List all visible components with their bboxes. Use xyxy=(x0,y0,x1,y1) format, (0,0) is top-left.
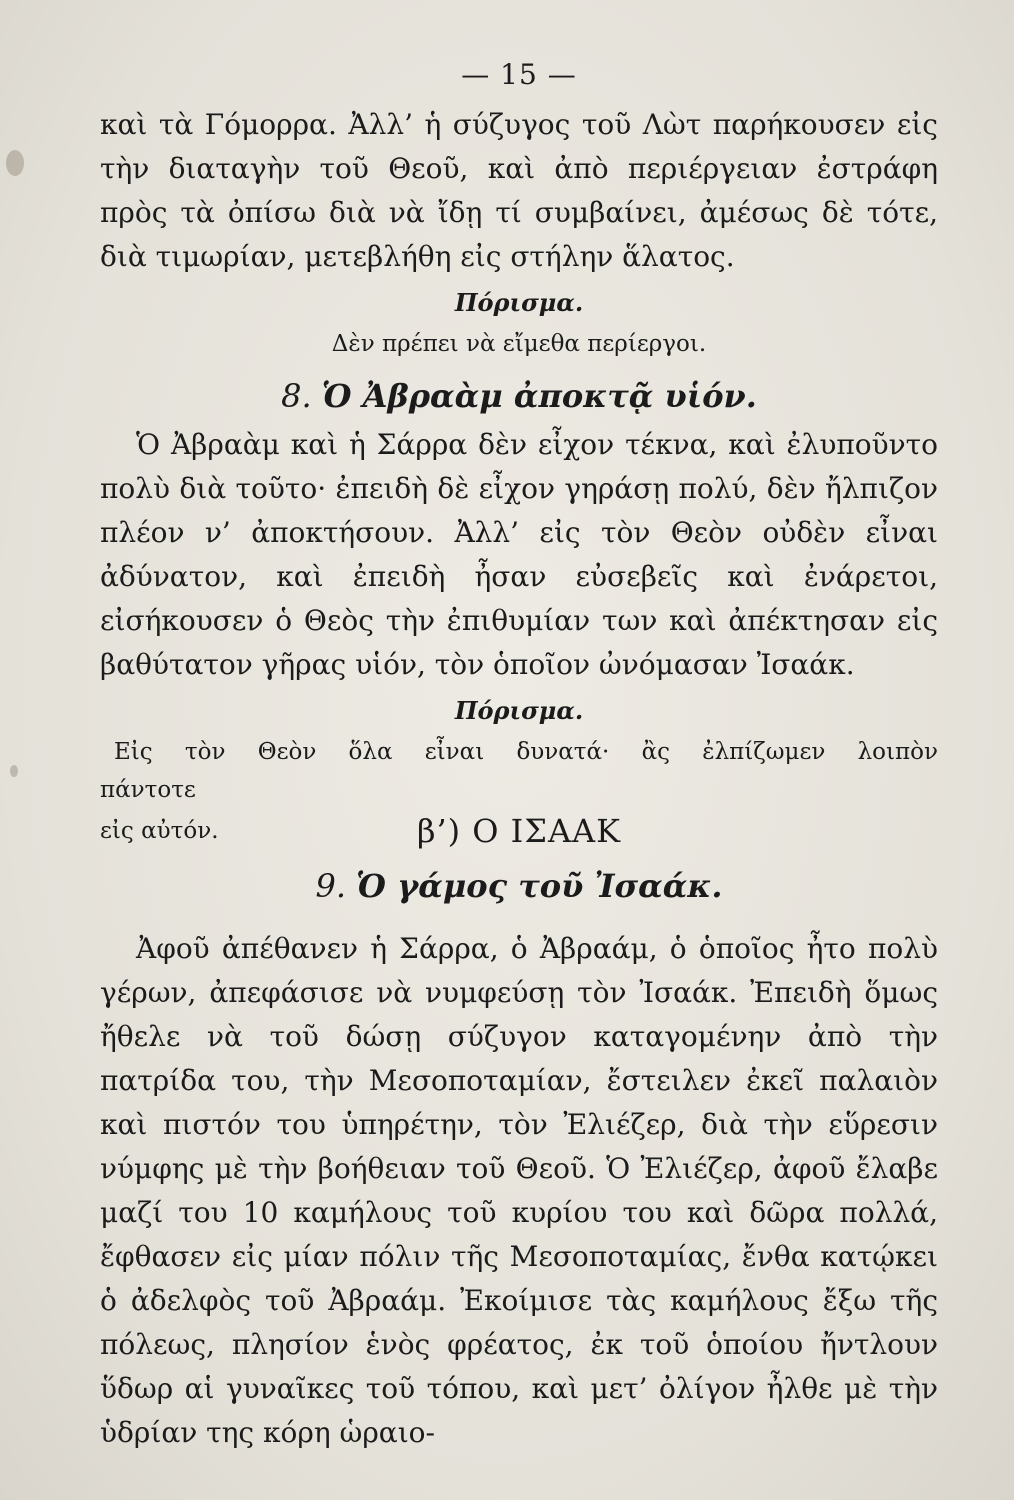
page-content xyxy=(100,55,938,1455)
chapter-line xyxy=(100,809,938,853)
page-number: — 15 — xyxy=(461,58,577,91)
moral-text: Δὲν πρέπει νὰ εἴμεθα περίεργοι. xyxy=(331,331,707,357)
section-number: 9. xyxy=(315,867,347,905)
ink-smudge xyxy=(10,765,18,777)
section-number: 8. xyxy=(281,377,312,415)
moral-text-line-1: Εἰς τὸν Θεὸν ὅλα εἶναι δυνατά· ἂς ἐλπίζωμεν λοιπὸν πάντοτε xyxy=(100,739,938,803)
section-paragraph: Ἀφοῦ ἀπέθανεν ἡ Σάρρα, ὁ Ἀβραάμ, ὁ ὁποῖος ἦτο πολὺ γέρων, ἀπεφάσισε νὰ νυμφεύσῃ τὸν Ἰσαάκ. Ἐπειδὴ ὅμως ἤθελε νὰ τοῦ δώσῃ σύζυγον καταγομένην ἀπὸ τὴν πατρίδα του, τὴν Μεσοποταμίαν, ἔστειλεν ἐκεῖ παλαιὸν καὶ πιστόν του ὑπηρέτην, τὸν Ἐλιέζερ, διὰ τὴν εὕρεσιν νύμφης μὲ τὴν βοήθειαν τοῦ Θεοῦ. Ὁ Ἐλιέζερ, ἀφοῦ ἔλαβε μαζί του 10 καμήλους τοῦ κυρίου του καὶ δῶρα πολλά, ἔφθασεν εἰς μίαν πόλιν τῆς Μεσοποταμίας, ἔνθα κατῴκει ὁ ἀδελφὸς τοῦ Ἀβραάμ. Ἐκοίμισε τὰς καμήλους ἔξω τῆς πόλεως, πλησίον ἑνὸς φρέατος, ἐκ τοῦ ὁποίου ἤντλουν ὕδωρ αἱ γυναῖκες τοῦ τόπου, καὶ μετ’ ὀλίγον ἦλθε μὲ τὴν ὑδρίαν της κόρη ὡραιο- xyxy=(100,932,938,1449)
ink-smudge xyxy=(6,150,24,176)
section-title: Ὁ Ἀβραὰμ ἀποκτᾷ υἱόν. xyxy=(321,377,757,415)
moral-label: Πόρισμα. xyxy=(454,288,584,317)
chapter-heading: β’) Ο ΙΣΑΑΚ xyxy=(416,812,622,850)
section-heading xyxy=(100,863,938,909)
moral-text-line-2: εἰς αὐτόν. xyxy=(100,818,219,844)
section-title: Ὁ γάμος τοῦ Ἰσαάκ. xyxy=(356,867,723,905)
moral-label: Πόρισμα. xyxy=(454,696,584,725)
section-heading xyxy=(100,373,938,419)
opening-paragraph: καὶ τὰ Γόμορρα. Ἀλλ’ ἡ σύζυγος τοῦ Λὼτ παρήκουσεν εἰς τὴν διαταγὴν τοῦ Θεοῦ, καὶ ἀπὸ περιέργειαν ἐστράφη πρὸς τὰ ὀπίσω διὰ νὰ ἴδῃ τί συμβαίνει, ἀμέσως δὲ τότε, διὰ τιμωρίαν, μετεβλήθη εἰς στήλην ἅλατος. xyxy=(100,108,938,273)
section-paragraph: Ὁ Ἀβραὰμ καὶ ἡ Σάρρα δὲν εἶχον τέκνα, καὶ ἐλυποῦντο πολὺ διὰ τοῦτο· ἐπειδὴ δὲ εἶχον γηράσῃ πολύ, δὲν ἤλπιζον πλέον ν’ ἀποκτήσουν. Ἀλλ’ εἰς τὸν Θεὸν οὐδὲν εἶναι ἀδύνατον, καὶ ἐπειδὴ ἦσαν εὐσεβεῖς καὶ ἐνάρετοι, εἰσήκουσεν ὁ Θεὸς τὴν ἐπιθυμίαν των καὶ ἀπέκτησαν εἰς βαθύτατον γῆρας υἱόν, τὸν ὁποῖον ὠνόμασαν Ἰσαάκ. xyxy=(100,428,938,681)
